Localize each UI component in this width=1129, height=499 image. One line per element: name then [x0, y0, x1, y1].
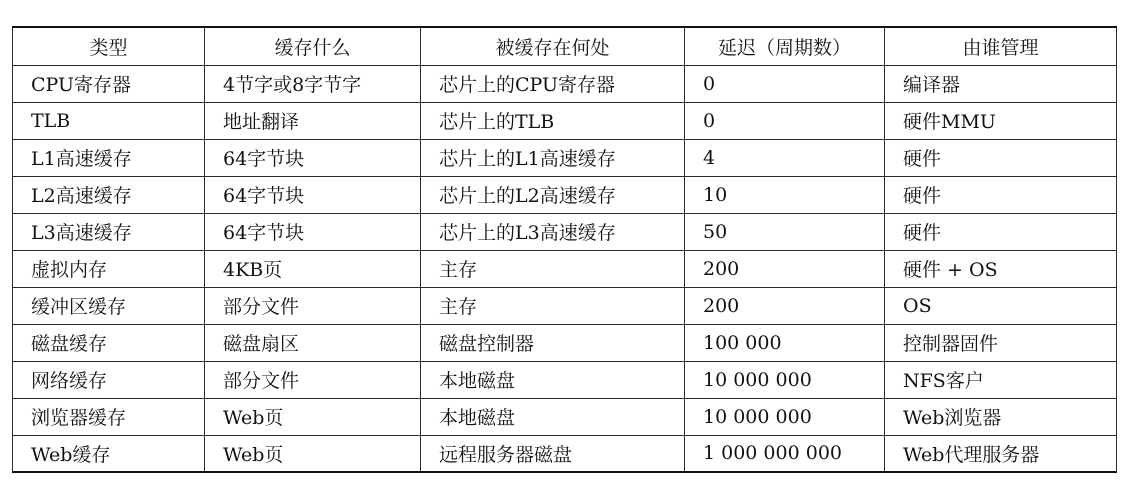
header-row: [13, 27, 1117, 65]
cell-type: CPU寄存器: [13, 65, 205, 102]
cell-what-cached: 64字节块: [205, 176, 421, 213]
cell-where-cached: 芯片上的L1高速缓存: [421, 139, 685, 176]
cell-latency: 10 000 000: [685, 361, 885, 398]
cell-what-cached: 部分文件: [205, 287, 421, 324]
cell-latency: 1 000 000 000: [685, 435, 885, 472]
cell-managed-by: 控制器固件: [885, 324, 1117, 361]
table-row: [13, 102, 1117, 139]
cell-managed-by: OS: [885, 287, 1117, 324]
cell-where-cached: 芯片上的L2高速缓存: [421, 176, 685, 213]
cell-where-cached: 芯片上的L3高速缓存: [421, 213, 685, 250]
cell-managed-by: 硬件MMU: [885, 102, 1117, 139]
table-row: [13, 250, 1117, 287]
cell-where-cached: 芯片上的CPU寄存器: [421, 65, 685, 102]
cell-type: L2高速缓存: [13, 176, 205, 213]
cell-managed-by: NFS客户: [885, 361, 1117, 398]
cell-what-cached: 磁盘扇区: [205, 324, 421, 361]
header-latency: 延迟（周期数）: [685, 27, 885, 65]
cell-what-cached: Web页: [205, 398, 421, 435]
table-row: [13, 361, 1117, 398]
cell-managed-by: 硬件: [885, 139, 1117, 176]
header-where-cached: 被缓存在何处: [421, 27, 685, 65]
table-row: [13, 176, 1117, 213]
cell-what-cached: Web页: [205, 435, 421, 472]
cell-where-cached: 磁盘控制器: [421, 324, 685, 361]
cell-what-cached: 64字节块: [205, 213, 421, 250]
table-row: [13, 324, 1117, 361]
cell-managed-by: Web浏览器: [885, 398, 1117, 435]
cell-where-cached: 本地磁盘: [421, 361, 685, 398]
header-type: 类型: [13, 27, 205, 65]
cell-type: 磁盘缓存: [13, 324, 205, 361]
cell-latency: 200: [685, 250, 885, 287]
cell-latency: 10: [685, 176, 885, 213]
cell-where-cached: 主存: [421, 250, 685, 287]
cell-where-cached: 本地磁盘: [421, 398, 685, 435]
cell-what-cached: 4节字或8字节字: [205, 65, 421, 102]
cell-type: 虚拟内存: [13, 250, 205, 287]
cell-managed-by: Web代理服务器: [885, 435, 1117, 472]
cell-managed-by: 硬件 + OS: [885, 250, 1117, 287]
cell-managed-by: 硬件: [885, 213, 1117, 250]
table-header: [13, 27, 1117, 65]
cell-latency: 100 000: [685, 324, 885, 361]
cell-type: L1高速缓存: [13, 139, 205, 176]
cell-type: 浏览器缓存: [13, 398, 205, 435]
cell-where-cached: 芯片上的TLB: [421, 102, 685, 139]
cell-type: 缓冲区缓存: [13, 287, 205, 324]
table-row: [13, 139, 1117, 176]
cell-type: TLB: [13, 102, 205, 139]
table-row: [13, 398, 1117, 435]
cell-latency: 4: [685, 139, 885, 176]
table-body: [13, 65, 1117, 472]
header-managed-by: 由谁管理: [885, 27, 1117, 65]
table-row: [13, 287, 1117, 324]
cell-type: 网络缓存: [13, 361, 205, 398]
table-row: [13, 435, 1117, 472]
cell-managed-by: 编译器: [885, 65, 1117, 102]
cell-managed-by: 硬件: [885, 176, 1117, 213]
table-row: [13, 65, 1117, 102]
cell-what-cached: 4KB页: [205, 250, 421, 287]
cell-latency: 0: [685, 65, 885, 102]
cell-latency: 200: [685, 287, 885, 324]
cell-where-cached: 远程服务器磁盘: [421, 435, 685, 472]
cell-type: Web缓存: [13, 435, 205, 472]
cell-what-cached: 地址翻译: [205, 102, 421, 139]
cell-what-cached: 部分文件: [205, 361, 421, 398]
cache-hierarchy-table: [12, 26, 1117, 473]
cell-what-cached: 64字节块: [205, 139, 421, 176]
cell-type: L3高速缓存: [13, 213, 205, 250]
cell-where-cached: 主存: [421, 287, 685, 324]
cell-latency: 0: [685, 102, 885, 139]
cell-latency: 50: [685, 213, 885, 250]
cell-latency: 10 000 000: [685, 398, 885, 435]
header-what-cached: 缓存什么: [205, 27, 421, 65]
table-row: [13, 213, 1117, 250]
